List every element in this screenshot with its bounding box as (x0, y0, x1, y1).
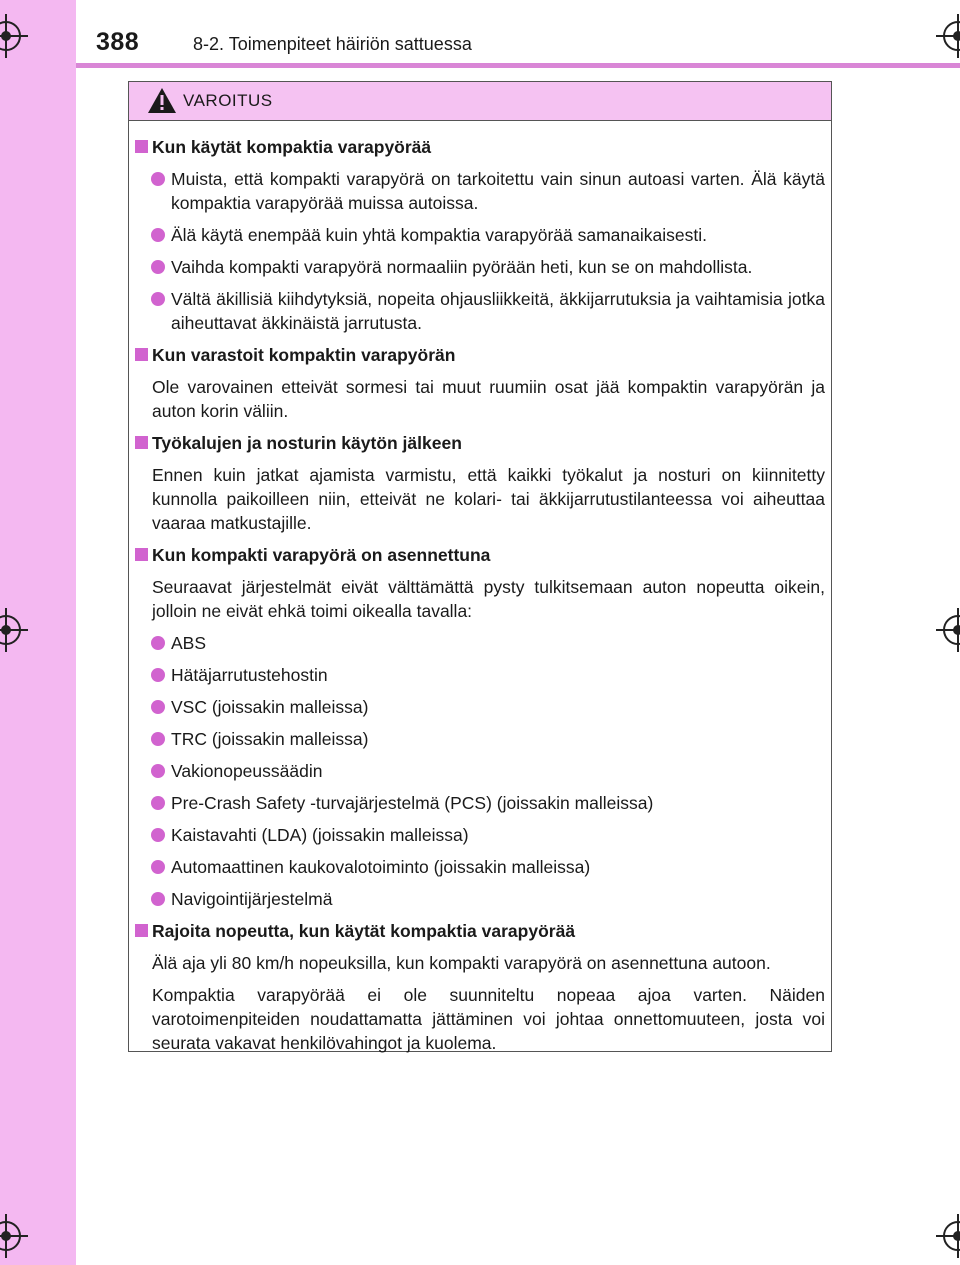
header-rule (76, 63, 960, 68)
round-bullet-icon (151, 172, 165, 186)
list-item: Älä käytä enempää kuin yhtä kompaktia varapyörää samanaikaisesti. (135, 223, 825, 247)
list-item: Navigointijärjestelmä (135, 887, 825, 911)
crop-mark-icon (0, 608, 28, 652)
paragraph: Kompaktia varapyörää ei ole suunniteltu nopeaa ajoa varten. Näiden varotoimenpiteiden noudattamatta jättäminen voi johtaa onnettomuuteen, josta voi seurata vakavat henkilövahingot ja kuolema. (152, 985, 825, 1053)
list-item: Pre-Crash Safety -turvajärjestelmä (PCS) (joissakin malleissa) (135, 791, 825, 815)
section-heading: Kun varastoit kompaktin varapyörän (135, 343, 825, 367)
list-item: Kaistavahti (LDA) (joissakin malleissa) (135, 823, 825, 847)
square-bullet-icon (135, 140, 148, 153)
warning-header (129, 82, 831, 121)
round-bullet-icon (151, 764, 165, 778)
paragraph: Ennen kuin jatkat ajamista varmistu, että kaikki työkalut ja nosturi on kiinnitetty kunnolla paikoilleen niin, etteivät ne kolari- tai äkkijarrutustilanteessa voi aiheuttaa vaaraa matkustajille. (152, 465, 825, 533)
paragraph: Ole varovainen etteivät sormesi tai muut ruumiin osat jää kompaktin varapyörän ja auton korin väliin. (152, 377, 825, 421)
list-item: Automaattinen kaukovalotoiminto (joissakin malleissa) (135, 855, 825, 879)
section-title: 8-2. Toimenpiteet häiriön sattuessa (193, 34, 472, 54)
crop-mark-icon (0, 1214, 28, 1258)
section-heading: Rajoita nopeutta, kun käytät kompaktia varapyörää (135, 919, 825, 943)
round-bullet-icon (151, 668, 165, 682)
round-bullet-icon (151, 828, 165, 842)
square-bullet-icon (135, 924, 148, 937)
square-bullet-icon (135, 548, 148, 561)
crop-mark-icon (936, 608, 960, 652)
warning-triangle-icon (147, 87, 177, 114)
paragraph: Seuraavat järjestelmät eivät välttämättä pysty tulkitsemaan auton nopeutta oikein, jolloin ne eivät ehkä toimi oikealla tavalla: (152, 577, 825, 621)
list-item: VSC (joissakin malleissa) (135, 695, 825, 719)
paragraph: Älä aja yli 80 km/h nopeuksilla, kun kompakti varapyörä on asennettuna autoon. (152, 953, 771, 973)
round-bullet-icon (151, 228, 165, 242)
round-bullet-icon (151, 260, 165, 274)
square-bullet-icon (135, 436, 148, 449)
square-bullet-icon (135, 348, 148, 361)
list-item: Hätäjarrutustehostin (135, 663, 825, 687)
crop-mark-icon (936, 1214, 960, 1258)
round-bullet-icon (151, 292, 165, 306)
list-item: Muista, että kompakti varapyörä on tarkoitettu vain sinun autoasi varten. Älä käytä kompaktia varapyörää muissa autoissa. (135, 167, 825, 215)
crop-mark-icon (0, 14, 28, 58)
round-bullet-icon (151, 636, 165, 650)
list-item: Vaihda kompakti varapyörä normaaliin pyörään heti, kun se on mahdollista. (135, 255, 825, 279)
list-item: Vältä äkillisiä kiihdytyksiä, nopeita ohjausliikkeitä, äkkijarrutuksia ja vaihtamisia jotka aiheuttavat äkkinäistä jarrutusta. (135, 287, 825, 335)
section-heading: Kun käytät kompaktia varapyörää (135, 135, 825, 159)
round-bullet-icon (151, 860, 165, 874)
warning-title: VAROITUS (183, 91, 273, 110)
section-heading: Kun kompakti varapyörä on asennettuna (135, 543, 825, 567)
warning-box (128, 81, 832, 1052)
crop-mark-icon (936, 14, 960, 58)
list-item: ABS (135, 631, 825, 655)
warning-body (129, 121, 831, 1055)
list-item: Vakionopeussäädin (135, 759, 825, 783)
page-number: 388 (96, 28, 140, 56)
round-bullet-icon (151, 732, 165, 746)
round-bullet-icon (151, 796, 165, 810)
section-heading: Työkalujen ja nosturin käytön jälkeen (135, 431, 825, 455)
list-item: TRC (joissakin malleissa) (135, 727, 825, 751)
round-bullet-icon (151, 700, 165, 714)
round-bullet-icon (151, 892, 165, 906)
